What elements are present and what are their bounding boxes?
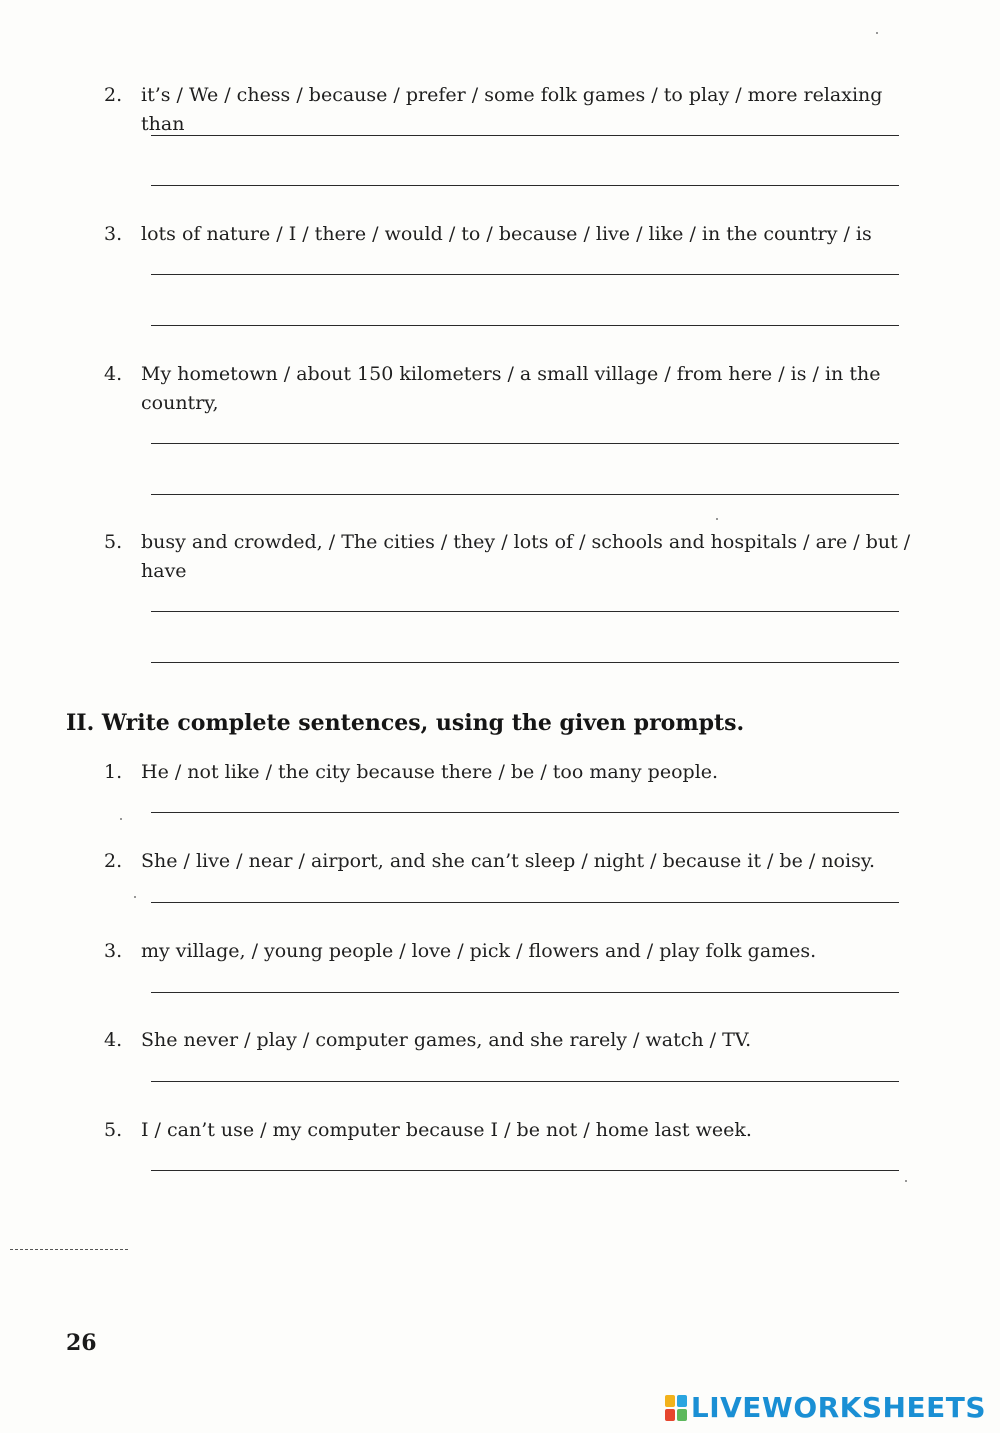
item-number: 4.: [104, 363, 123, 385]
item-number: 4.: [104, 1029, 123, 1051]
item-prompt: busy and crowded, / The cities / they / lots of / schools and hospitals / are / but / have: [141, 531, 911, 582]
brand-name: LIVEWORKSHEETS: [690, 1391, 986, 1424]
item-prompt: I / can’t use / my computer because I / be not / home last week.: [141, 1119, 752, 1141]
scan-speck: [876, 32, 878, 34]
answer-line[interactable]: [151, 185, 899, 186]
answer-line[interactable]: [151, 494, 899, 495]
scan-speck: [134, 896, 136, 898]
item-number: 5.: [104, 1119, 123, 1141]
item-number: 2.: [104, 84, 123, 106]
item-prompt: She / live / near / airport, and she can’t sleep / night / because it / be / noisy.: [141, 850, 876, 872]
section-title: II. Write complete sentences, using the given prompts.: [66, 710, 745, 736]
item-prompt: My hometown / about 150 kilometers / a small village / from here / is / in the country,: [141, 363, 881, 414]
page-number: 26: [66, 1330, 97, 1356]
answer-line[interactable]: [151, 611, 899, 612]
item-number: 3.: [104, 940, 123, 962]
liveworksheets-logo: [665, 1391, 986, 1424]
brand-icon-square: [677, 1409, 687, 1421]
answer-line[interactable]: [151, 902, 899, 903]
item-prompt: it’s / We / chess / because / prefer / some folk games / to play / more relaxing than: [141, 84, 883, 135]
footer-divider: [10, 1249, 128, 1250]
answer-line[interactable]: [151, 1081, 899, 1082]
answer-line[interactable]: [151, 135, 899, 136]
brand-icon-square: [665, 1395, 675, 1407]
answer-line[interactable]: [151, 812, 899, 813]
scan-speck: [120, 818, 122, 820]
answer-line[interactable]: [151, 443, 899, 444]
item-number: 3.: [104, 223, 123, 245]
item-prompt: She never / play / computer games, and she rarely / watch / TV.: [141, 1029, 752, 1051]
answer-line[interactable]: [151, 325, 899, 326]
brand-icon-square: [677, 1395, 687, 1407]
answer-line[interactable]: [151, 1170, 899, 1171]
answer-line[interactable]: [151, 274, 899, 275]
item-number: 5.: [104, 531, 123, 553]
item-prompt: lots of nature / I / there / would / to / because / live / like / in the country / is: [141, 223, 872, 245]
brand-icon-square: [665, 1409, 675, 1421]
answer-line[interactable]: [151, 662, 899, 663]
item-number: 2.: [104, 850, 123, 872]
scan-speck: [716, 518, 718, 520]
item-number: 1.: [104, 761, 123, 783]
brand-icon: [665, 1395, 687, 1421]
item-prompt: He / not like / the city because there / be / too many people.: [141, 761, 719, 783]
item-prompt: my village, / young people / love / pick / flowers and / play folk games.: [141, 940, 817, 962]
answer-line[interactable]: [151, 992, 899, 993]
scan-speck: [905, 1180, 907, 1182]
